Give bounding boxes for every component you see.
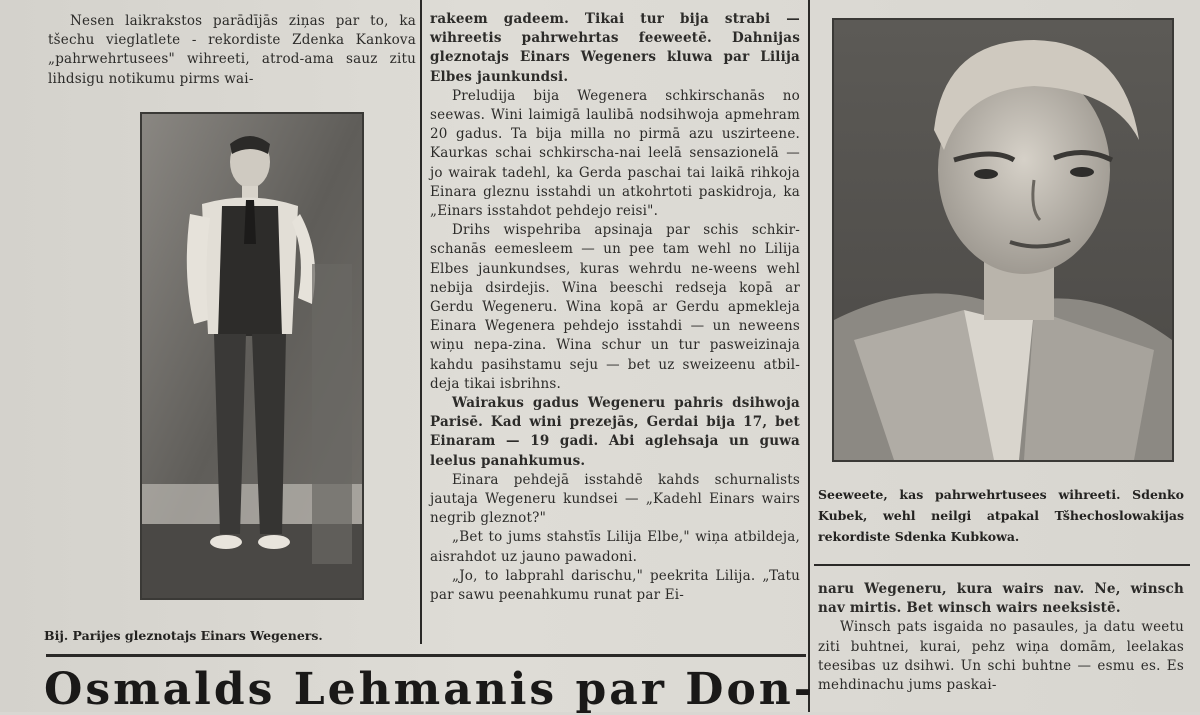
col1-caption: Bij. Parijes gleznotajs Einars Wegeners. (44, 628, 323, 643)
col2-paragraph-3: Drihs wispehriba apsinaja par schis schkir-schanās eemesleem — un pee tam wehl no Lilija Elbes jaunkundses, kuras wehrdu ne-weens wehl nebija dsirdejis. Wina beeschi redseja kopā ar Gerdu Wegeneru. Wina kopā ar Gerdu apmekleja Einara Wegenera pehdejo isstahdi — un neweens wiņu nepa-zina. Wina schur un tur pasweizinaja kahdu pasihstamu seju — bet uz sweizeenu atbil-deja tikai isbrihns. (430, 222, 800, 392)
photo-zdenek-koubek (832, 18, 1174, 462)
headline: Osmalds Lehmanis par Don- (44, 664, 816, 715)
headline-rule (46, 654, 806, 657)
col2-paragraph-5: Einara pehdejā isstahdē kahds schurnalists jautaja Wegeneru kundsei — „Kadehl Einars wairs negrib gleznot?" (430, 471, 800, 527)
col3-paragraph-2: Winsch pats isgaida no pasaules, ja datu weetu ziti buhtnei, kurai, pehz wiņa domām, leelakas teesibas uz dsihwi. Un schi buhtne — esmu es. Es mehdinachu jums paskai- (818, 619, 1184, 694)
col1-intro-text (48, 12, 416, 89)
portrait-young-man-icon (834, 20, 1172, 460)
column-rule-2 (808, 0, 810, 712)
col2-paragraph-2: Preludija bija Wegenera schkirschanās no seewas. Wini laimigā laulibā nodsihwoja apmehram 20 gadus. Ta bija milla no pirmā azu uszirteene. Kaurkas schai schkirscha-nai leelā sensazionelā — jo wairak tadehl, ka Gerda paschai tai laikā rihkoja Einara gleznu isstahdi un atkohrtoti paskidroja, ka „Einars isstahdot pehdejo reisi". (430, 87, 800, 220)
col3-article-text (818, 580, 1184, 695)
col2-article-text (430, 10, 800, 605)
portrait-standing-man-icon (142, 114, 362, 598)
col1-intro: Nesen laikrakstos parādījās ziņas par to, ka tšechu vieglatlete - rekordiste Zdenka Kankova „pahrwehrtusees" wihreeti, atrod-ama sauz zitu lihdsigu notikumu pirms wai- (48, 13, 416, 87)
col2-paragraph-7: „Jo, to labprahl darischu," peekrita Lilija. „Tatu par sawu peenahkumu runat par Ei- (430, 567, 800, 604)
col3-paragraph-1: naru Wegeneru, kura wairs nav. Ne, winsch nav mirtis. Bet winsch wairs neeksistē. (818, 581, 1184, 617)
col2-paragraph-4: Wairakus gadus Wegeneru pahris dsihwoja Parisē. Kad wini prezejās, Gerdai bija 17, bet Einaram — 19 gadi. Abi aglehsaja un guwa leelus panahkumus. (430, 395, 800, 469)
col2-paragraph-1: rakeem gadeem. Tikai tur bija strabi — wihreetis pahrwehrtas feeweetē. Dahnijas gleznotajs Einars Wegeners kluwa par Lilija Elbes jaunkundsi. (430, 11, 800, 85)
col3-rule (814, 564, 1190, 566)
photo-einar-wegener (140, 112, 364, 600)
col3-caption: Seeweete, kas pahrwehrtusees wihreeti. Sdenko Kubek, wehl neilgi atpakal Tšhechoslowakijas rekordiste Sdenka Kubkowa. (818, 487, 1184, 544)
column-rule-1 (420, 0, 422, 644)
col2-paragraph-6: „Bet to jums stahstīs Lilija Elbe," wiņa atbildeja, aisrahdot uz jauno pawadoni. (430, 529, 800, 565)
